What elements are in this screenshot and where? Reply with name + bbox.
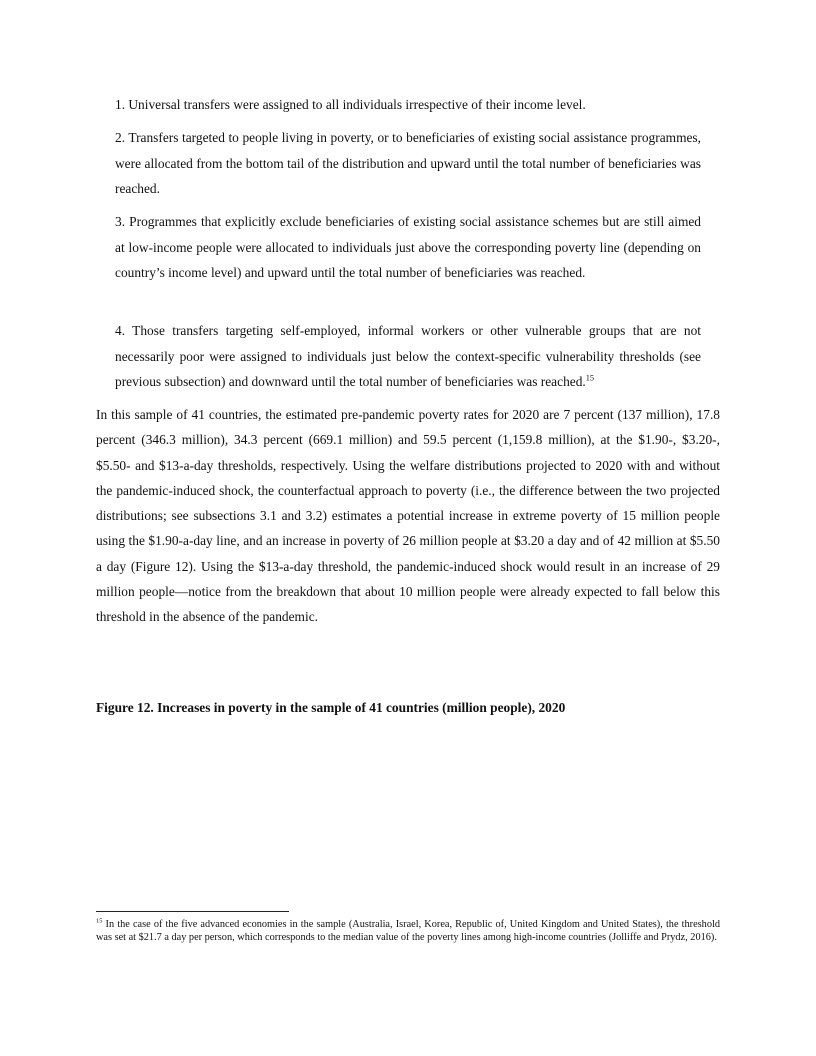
footnote-separator	[96, 911, 289, 912]
list-item-text: 2. Transfers targeted to people living in poverty, or to beneficiaries of existing social assistance programmes, were allocated from the bottom tail of the distribution and upward until the total number of beneficiaries was reached.	[115, 130, 701, 196]
list-item-1	[115, 92, 701, 118]
list-item-text: 1. Universal transfers were assigned to all individuals irrespective of their income level.	[115, 97, 586, 112]
list-item-3	[115, 209, 701, 286]
footnote-reference[interactable]: 15	[585, 373, 595, 383]
body-paragraph-text: In this sample of 41 countries, the estimated pre-pandemic poverty rates for 2020 are 7 percent (137 million), 17.8 percent (346.3 million), 34.3 percent (669.1 million) and 59.5 percent (1,159.8 million), at the $1.90-, $3.20-, $5.50- and $13-a-day thresholds, respectively. Using the welfare distributions projected to 2020 with and without the pandemic-induced shock, the counterfactual approach to poverty (i.e., the difference between the two projected distributions; see subsections 3.1 and 3.2) estimates a potential increase in extreme poverty of 15 million people using the $1.90-a-day line, and an increase in poverty of 26 million people at $3.20 a day and of 42 million at $5.50 a day (Figure 12). Using the $13-a-day threshold, the pandemic-induced shock would result in an increase of 29 million people—notice from the breakdown that about 10 million people were already expected to fall below this threshold in the absence of the pandemic.	[96, 407, 720, 625]
footnote-number: 15	[96, 917, 103, 925]
footnote	[96, 918, 720, 944]
list-item-2	[115, 125, 701, 202]
figure-caption: Figure 12. Increases in poverty in the sample of 41 countries (million people), 2020	[96, 700, 566, 715]
footnote-text: In the case of the five advanced economies in the sample (Australia, Israel, Korea, Republic of, United Kingdom and United States), the threshold was set at $21.7 a day per person, which corresponds to the median value of the poverty lines among high-income countries (Jolliffe and Prydz, 2016).	[96, 919, 720, 944]
list-item-text: 3. Programmes that explicitly exclude beneficiaries of existing social assistance schemes but are still aimed at low-income people were allocated to individuals just above the corresponding poverty line (depending on country’s income level) and upward until the total number of beneficiaries was reached.	[115, 214, 701, 280]
body-paragraph	[96, 402, 720, 630]
list-item-text: 4. Those transfers targeting self-employed, informal workers or other vulnerable groups that are not necessarily poor were assigned to individuals just below the context-specific vulnerability thresholds (see previous subsection) and downward until the total number of beneficiaries was reached.	[115, 323, 701, 389]
list-item-4	[115, 318, 701, 395]
